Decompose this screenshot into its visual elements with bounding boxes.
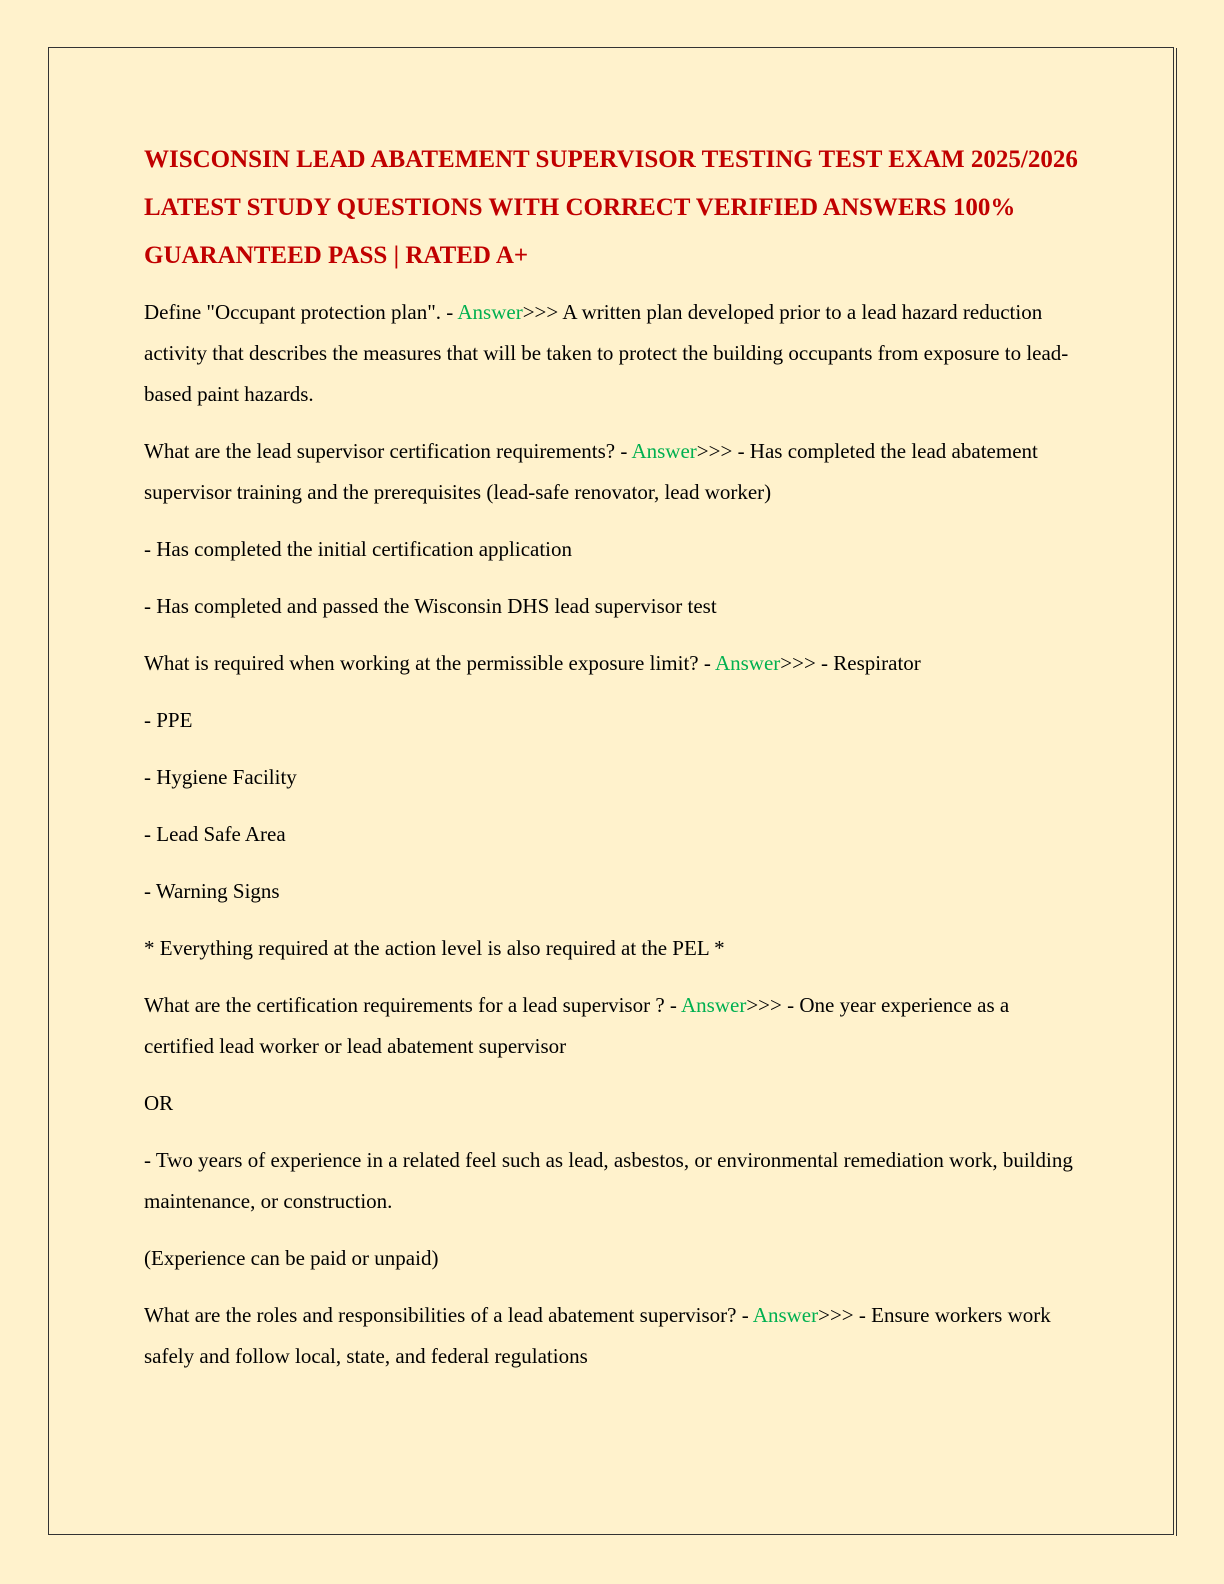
document-title: WISCONSIN LEAD ABATEMENT SUPERVISOR TESTING TEST EXAM 2025/2026 LATEST STUDY QUESTIONS WITH CORRECT VERIFIED ANSWERS 100% GUARANTEED PASS | RATED A+ [144, 146, 1078, 269]
document-content [144, 136, 1084, 1393]
answer-line: OR [144, 1091, 174, 1115]
answer-line: (Experience can be paid or unpaid) [144, 1246, 439, 1270]
answer-line: - Has completed the initial certification application [144, 537, 573, 561]
answer-line: - Lead Safe Area [144, 822, 286, 846]
qa-item [144, 643, 1084, 684]
answer-label: Answer [681, 993, 747, 1017]
question-text: What are the lead supervisor certification requirements? - [144, 439, 632, 463]
answer-marker: >>> [522, 300, 559, 324]
answer-label: Answer [631, 439, 697, 463]
answer-line: - Two years of experience in a related feel such as lead, asbestos, or environmental remediation work, building maintenance, or construction. [144, 1148, 1073, 1213]
answer-line: - Warning Signs [144, 879, 280, 903]
answer-marker: >>> [696, 439, 733, 463]
qa-item [144, 985, 1084, 1067]
question-text: Define "Occupant protection plan". - [144, 300, 458, 324]
answer-text: - Has completed the lead abatement supervisor training and the prerequisites (lead-safe renovator, lead worker) [144, 439, 1038, 504]
question-text: What are the certification requirements for a lead supervisor ? - [144, 993, 682, 1017]
qa-item [144, 1295, 1084, 1377]
qa-item [144, 431, 1084, 513]
answer-text: - Ensure workers work safely and follow local, state, and federal regulations [144, 1303, 1051, 1368]
answer-marker: >>> [818, 1303, 854, 1327]
answer-text: A written plan developed prior to a lead hazard reduction activity that describes the measures that will be taken to protect the building occupants from exposure to lead-based paint hazards. [144, 300, 1069, 406]
question-text: What are the roles and responsibilities of a lead abatement supervisor? - [144, 1303, 753, 1327]
answer-marker: >>> [746, 993, 782, 1017]
answer-label: Answer [714, 651, 781, 675]
answer-text: - One year experience as a certified lead worker or lead abatement supervisor [144, 993, 1010, 1058]
answer-marker: >>> [780, 651, 816, 675]
answer-line: * Everything required at the action level is also required at the PEL * [144, 936, 725, 960]
qa-item [144, 292, 1084, 415]
answer-line: - PPE [144, 708, 193, 732]
answer-line: - Hygiene Facility [144, 765, 297, 789]
answer-label: Answer [752, 1303, 819, 1327]
answer-label: Answer [457, 300, 523, 324]
answer-text: - Respirator [815, 651, 921, 675]
answer-line: - Has completed and passed the Wisconsin DHS lead supervisor test [144, 594, 717, 618]
question-text: What is required when working at the permissible exposure limit? - [144, 651, 715, 675]
